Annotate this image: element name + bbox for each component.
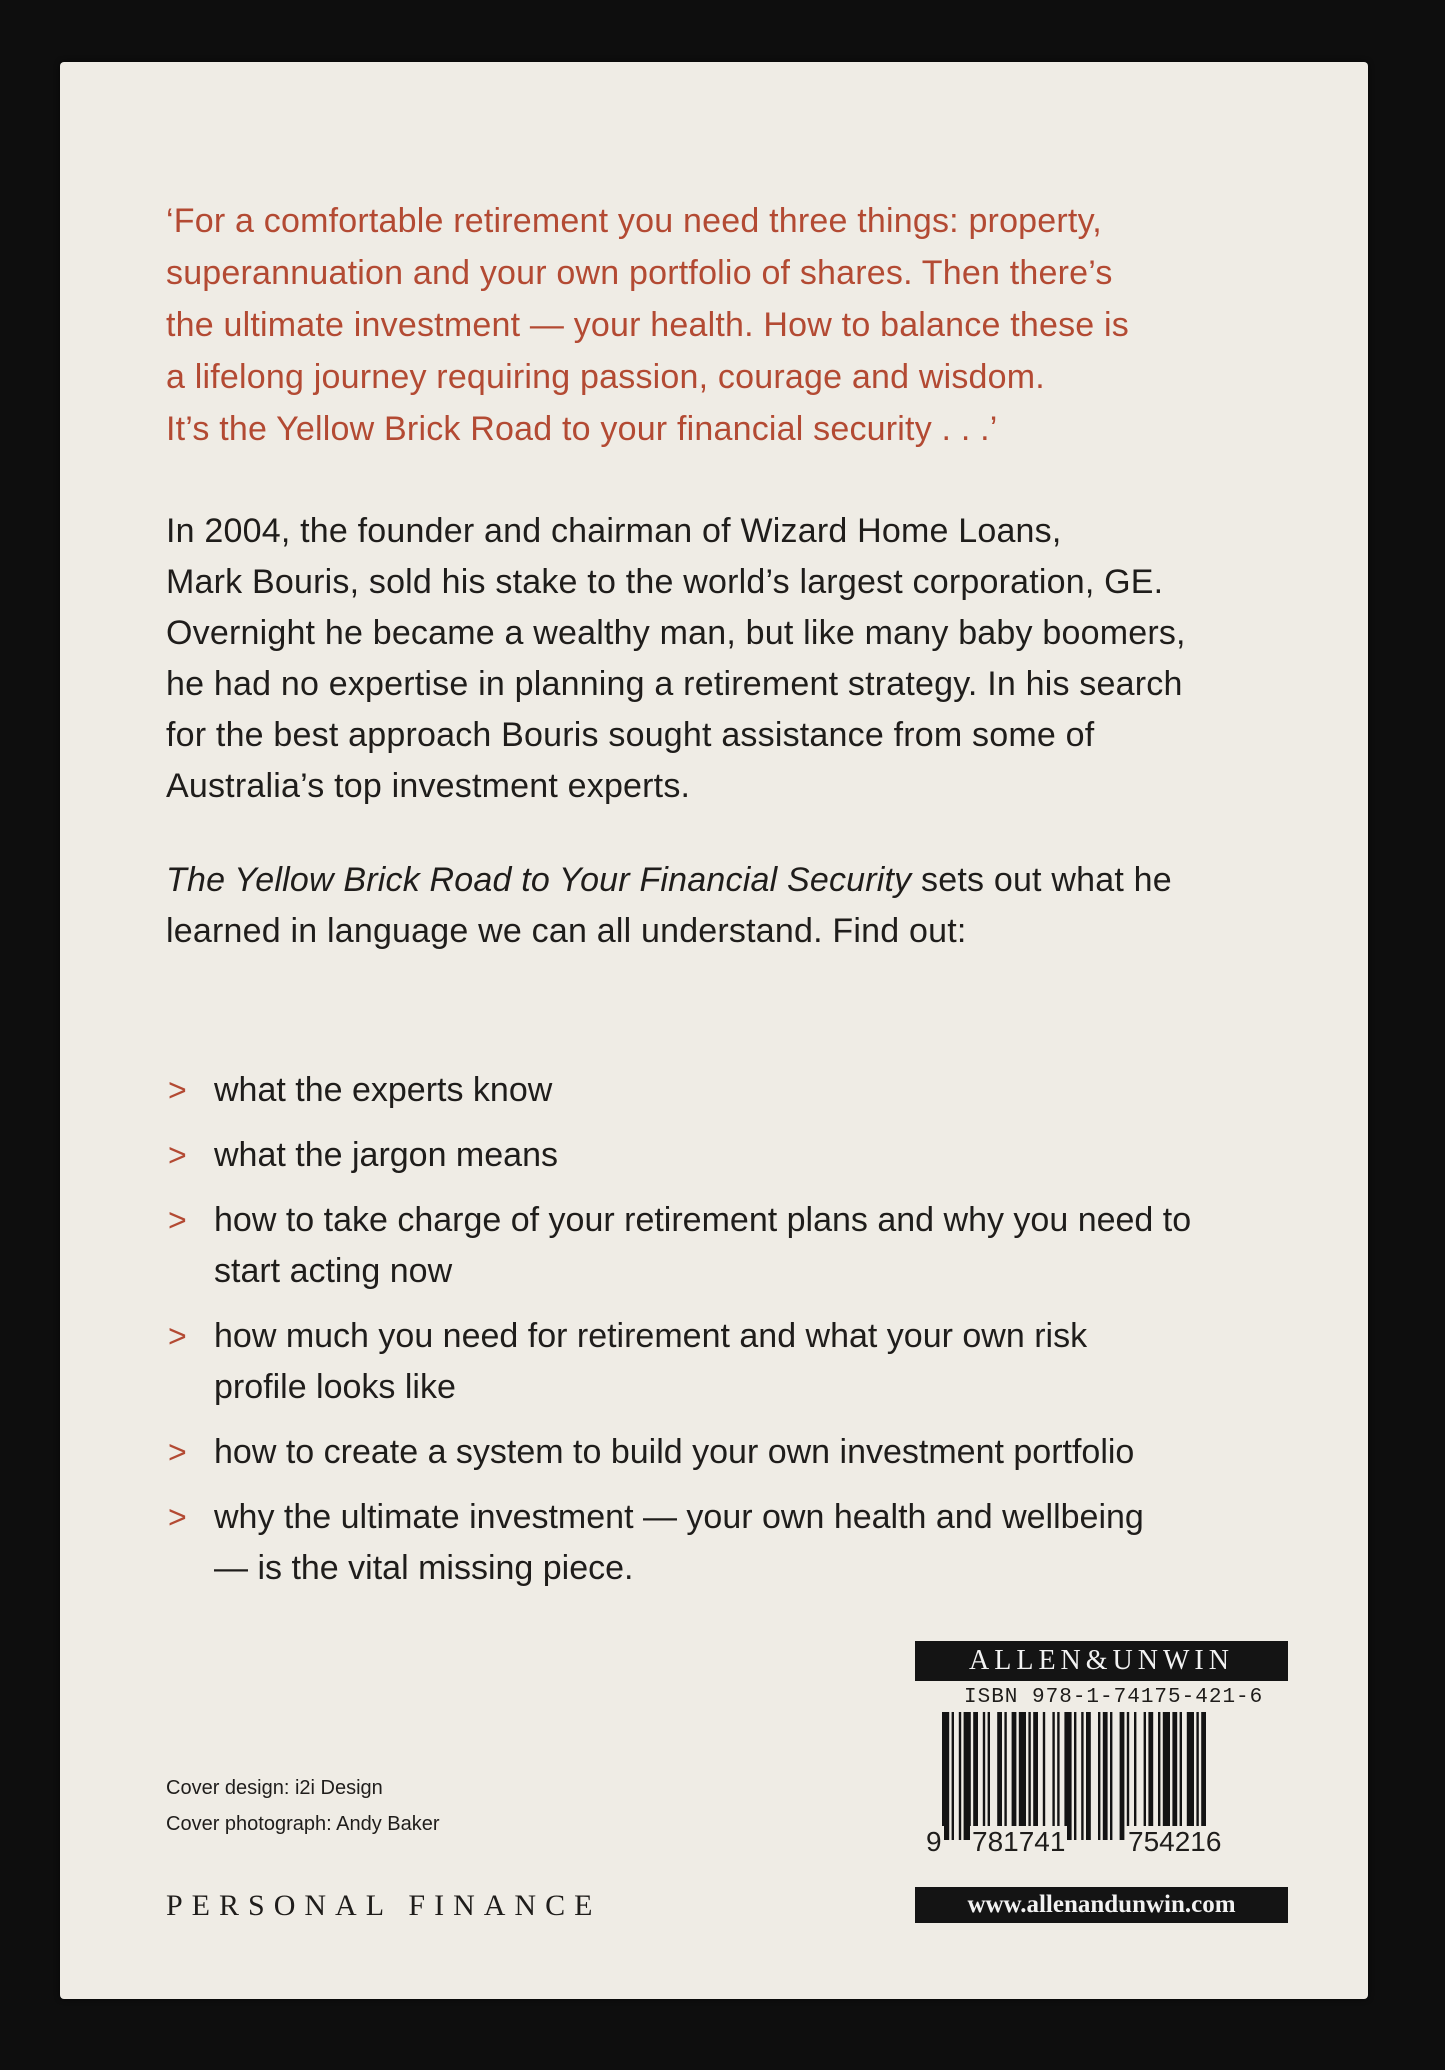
barcode-bar <box>1081 1712 1083 1840</box>
intro-line: he had no expertise in planning a retirement strategy. In his search <box>166 665 1183 703</box>
intro-line: Australia’s top investment experts. <box>166 767 691 805</box>
list-item <box>166 1065 1326 1116</box>
barcode-bar <box>1098 1712 1100 1840</box>
cover-design-credit: Cover design: i2i Design <box>166 1777 383 1799</box>
intro-line: In 2004, the founder and chairman of Wizard Home Loans, <box>166 512 1062 550</box>
chevron-right-icon: > <box>168 1137 187 1173</box>
barcode-bar <box>1196 1712 1198 1840</box>
publisher-logo: ALLEN&UNWIN <box>915 1641 1288 1681</box>
chevron-right-icon: > <box>168 1072 187 1108</box>
barcode-bar <box>988 1712 990 1840</box>
quote-line: It’s the Yellow Brick Road to your financial security . . .’ <box>166 410 998 448</box>
lead-text: sets out what he <box>911 861 1172 899</box>
barcode-bar <box>1004 1712 1006 1840</box>
list-item <box>166 1311 1326 1413</box>
book-title: The Yellow Brick Road to Your Financial Security <box>166 861 912 899</box>
chevron-right-icon: > <box>168 1318 187 1354</box>
barcode-digit-group: 754216 <box>1128 1826 1222 1857</box>
barcode-digit-lead: 9 <box>926 1826 942 1857</box>
isbn-number: ISBN 978-1-74175-421-6 <box>964 1686 1264 1709</box>
bullet-list <box>166 1065 1326 1608</box>
barcode-bar <box>1074 1712 1076 1840</box>
quote-line: a lifelong journey requiring passion, courage and wisdom. <box>166 358 1045 396</box>
intro-line: Overnight he became a wealthy man, but like many baby boomers, <box>166 614 1186 652</box>
intro-line: Mark Bouris, sold his stake to the world’s largest corporation, GE. <box>166 563 1164 601</box>
barcode-bar <box>1158 1712 1160 1840</box>
cover-credits <box>166 1770 440 1842</box>
barcode-bar <box>1180 1712 1182 1840</box>
barcode-bar <box>1064 1712 1071 1840</box>
barcode-bar <box>1052 1712 1054 1840</box>
list-item <box>166 1492 1326 1594</box>
barcode-bar <box>942 1712 949 1840</box>
barcode-bar <box>1043 1712 1045 1840</box>
barcode-bar <box>964 1712 971 1840</box>
cover-quote <box>166 195 1276 455</box>
barcode-bar <box>973 1712 978 1840</box>
chevron-right-icon: > <box>168 1499 187 1535</box>
list-item-text: — is the vital missing piece. <box>214 1549 634 1587</box>
barcode-bar <box>952 1712 954 1840</box>
barcode-bar <box>1103 1712 1108 1840</box>
barcode-bar <box>1033 1712 1038 1840</box>
list-item-text: what the experts know <box>214 1071 553 1109</box>
quote-line: the ultimate investment — your health. How to balance these is <box>166 306 1130 344</box>
barcode-bar <box>1086 1712 1091 1840</box>
barcode-bar <box>1127 1712 1129 1840</box>
barcode-bar <box>997 1712 1002 1840</box>
intro-line: for the best approach Bouris sought assistance from some of <box>166 716 1095 754</box>
barcode-bar <box>1201 1712 1206 1840</box>
chevron-right-icon: > <box>168 1202 187 1238</box>
list-item <box>166 1130 1326 1181</box>
cover-photo-credit: Cover photograph: Andy Baker <box>166 1813 440 1835</box>
category-label: PERSONAL FINANCE <box>166 1889 602 1922</box>
barcode-bar <box>983 1712 985 1840</box>
barcode-bar <box>1144 1712 1146 1840</box>
list-item-text: how much you need for retirement and what your own risk <box>214 1317 1088 1355</box>
barcode-bar <box>959 1712 961 1840</box>
barcode-bar <box>1187 1712 1194 1840</box>
list-item-text: start acting now <box>214 1252 453 1290</box>
barcode-bar <box>1110 1712 1112 1840</box>
list-item-text: what the jargon means <box>214 1136 558 1174</box>
barcode-bar <box>1028 1712 1030 1840</box>
quote-line: superannuation and your own portfolio of shares. Then there’s <box>166 254 1113 292</box>
publisher-website: www.allenandunwin.com <box>915 1887 1288 1923</box>
barcode-bar <box>1120 1712 1125 1840</box>
list-item <box>166 1195 1326 1297</box>
barcode-bar <box>1134 1712 1136 1840</box>
lead-paragraph <box>166 855 1306 957</box>
chevron-right-icon: > <box>168 1434 187 1470</box>
list-item-text: why the ultimate investment — your own health and wellbeing <box>214 1498 1144 1536</box>
barcode-bar <box>1019 1712 1026 1840</box>
intro-paragraph <box>166 506 1306 812</box>
list-item-text: how to create a system to build your own investment portfolio <box>214 1433 1135 1471</box>
barcode-bar <box>1163 1712 1170 1840</box>
barcode-bar <box>1012 1712 1017 1840</box>
book-back-cover <box>60 62 1368 1999</box>
lead-line: learned in language we can all understand. Find out: <box>166 912 967 950</box>
quote-line: ‘For a comfortable retirement you need three things: property, <box>166 202 1102 240</box>
list-item-text: profile looks like <box>214 1368 456 1406</box>
barcode-bar <box>1148 1712 1153 1840</box>
barcode-bar <box>1172 1712 1177 1840</box>
list-item-text: how to take charge of your retirement plans and why you need to <box>214 1201 1192 1239</box>
barcode-bar <box>1057 1712 1059 1840</box>
barcode-digit-group: 781741 <box>972 1826 1066 1857</box>
list-item <box>166 1427 1326 1478</box>
lead-line <box>166 855 1306 906</box>
